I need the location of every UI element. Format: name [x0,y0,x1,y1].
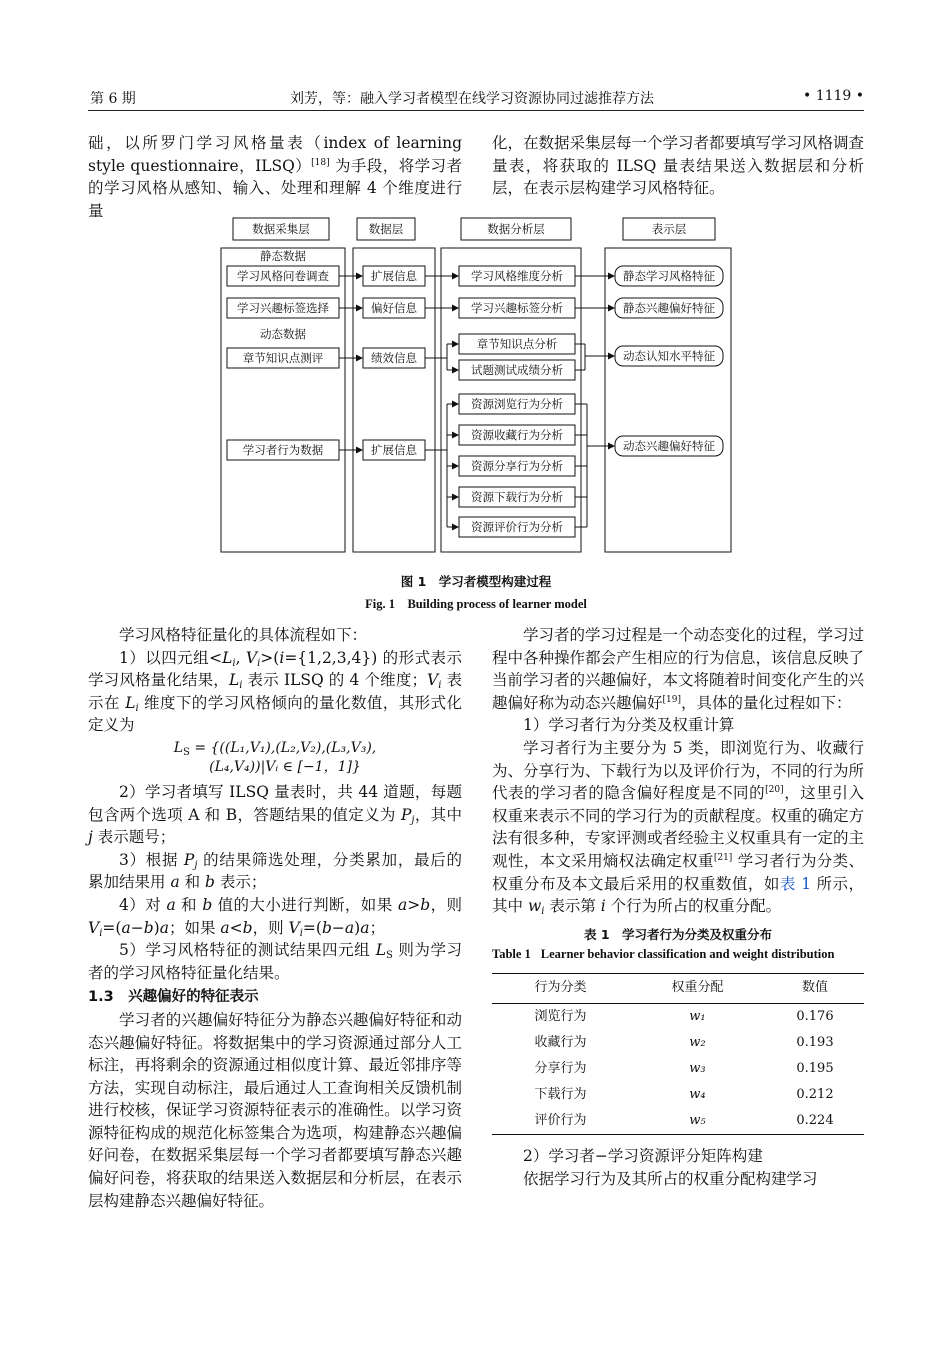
running-title: 刘芳，等：融入学习者模型在线学习资源协同过滤推荐方法 [290,91,654,107]
repr-item: 静态学习风格特征 [623,269,715,283]
analysis-item: 章节知识点分析 [476,337,558,351]
paragraph: 3）根据 $P_j$ 的结果筛选处理，分类累加，最后的累加结果用 a 和 b 表示； [88,850,462,892]
collect-item: 学习风格问卷调查 [237,269,329,283]
collect-item: 学习兴趣标签选择 [237,301,329,315]
table-row: 下载行为 w₄ 0.212 [534,1086,834,1102]
paragraph: 2）学习者填写 ILSQ 量表时，共 44 道题，每题包含两个选项 A 和 B，答题结果的值定义为 $P_j$，其中 j 表示题号； [88,782,462,847]
learner-model-diagram [219,212,739,557]
left-column [88,624,462,1212]
data-item: 偏好信息 [371,301,417,315]
figure-caption-en: Fig. 1 Building process of learner model [365,597,587,611]
page-number: • 1119 • [803,88,865,104]
group-dynamic-label: 动态数据 [260,327,306,341]
paragraph: 2）学习者−学习资源评分矩阵构建 [523,1146,763,1165]
data-layer-frame [353,248,435,552]
repr-item: 动态认知水平特征 [623,349,715,363]
top-right-paragraph: 化，在数据采集层每一个学习者都要填写学习风格调查量表，将获取的 ILSQ 量表结果送入数据层和分析层，在表示层构建学习风格特征。 [492,134,865,198]
paragraph: 学习者的兴趣偏好特征分为静态兴趣偏好特征和动态兴趣偏好特征。将数据集中的学习资源通过部分人工标注，再将剩余的资源通过相似度计算、最近邻排序等方法，实现自动标注，最后通过人工查询相关反馈机制进行校核，保证学习资源特征表示的准确性。以学习资源特征构成的规范化标签集合为选项，构建静态兴趣偏好问卷，在数据采集层每一个学习者都要填写静态兴趣偏好问卷，将获取的结果送入数据层和分析层，在表示层构建静态兴趣偏好特征。 [88,1010,462,1210]
paragraph: 依据学习行为及其所占的权重分配构建学习 [523,1169,818,1188]
collect-item: 学习者行为数据 [242,443,324,457]
analysis-item: 资源浏览行为分析 [471,397,563,411]
table-link[interactable]: 表 1 [779,874,812,893]
repr-item: 动态兴趣偏好特征 [623,439,715,453]
paragraph: 学习者行为主要分为 5 类，即浏览行为、收藏行为、分享行为、下载行为以及评价行为，不同的行为所代表的学习者的隐含偏好程度是不同的[20]，这里引入权重来表示不同的学习行为的贡献程度。权重的确定方法有很多种，专家评测或者经验主义权重具有一定的主观性，本文采用熵权法确定权重[21] 学习者行为分类、权重分布及本文最后采用的权重数值，如表 1 所示，其中 $w_i$ 表示第 i 个行为所占的权重分配。 [492,738,865,918]
table-caption-en: Table 1 Learner behavior classification and weight distribution [492,947,835,962]
table-header: 数值 [766,974,864,1004]
analysis-item: 资源下载行为分析 [471,490,563,504]
paragraph: 5）学习风格特征的测试结果四元组 $L_S$ 则为学习者的学习风格特征量化结果。 [88,941,462,982]
column-header-analysis: 数据分析层 [487,222,545,236]
behavior-weight-table [492,973,864,1135]
issue-label: 第 6 期 [90,91,136,107]
collect-layer-frame [221,248,345,552]
table-row: 浏览行为 w₁ 0.176 [534,1008,834,1024]
repr-item: 静态兴趣偏好特征 [623,301,715,315]
data-item: 扩展信息 [371,269,417,283]
table-row: 评价行为 w₅ 0.224 [492,1108,864,1135]
data-item: 扩展信息 [371,443,417,457]
right-column [492,624,864,1190]
analysis-item: 试题测试成绩分析 [471,363,563,377]
analysis-item: 学习兴趣标签分析 [471,301,563,315]
paragraph: 学习者的学习过程是一个动态变化的过程，学习过程中各种操作都会产生相应的行为信息，该信息反映了当前学习者的兴趣偏好，本文将随着时间变化产生的兴趣偏好称为动态兴趣偏好[19]，具体的量化过程如下： [492,626,865,712]
table-header: 行为分类 [492,974,629,1004]
column-header-collect: 数据采集层 [252,222,310,236]
column-header-repr: 表示层 [651,222,687,236]
table-row: 收藏行为 w₂ 0.193 [534,1034,834,1050]
table-caption-cn: 表 1 学习者行为分类及权重分布 [583,926,773,942]
group-static-label: 静态数据 [260,249,306,263]
analysis-item: 资源收藏行为分析 [471,428,563,442]
figure-caption-cn: 图 1 学习者模型构建过程 [400,574,552,589]
data-item: 绩效信息 [371,351,417,365]
table-row: 分享行为 w₃ 0.195 [534,1060,834,1076]
analysis-item: 资源分享行为分析 [471,459,563,473]
paragraph: 1）以四元组$<L_i$, $V_i>(i=\{1,2,3,4\})$ 的形式表示学习风格量化结果，$L_i$ 表示 ILSQ 的 4 个维度；$V_i$ 表示在 $L_i$ 维度下的学习风格倾向的量化数值，其形式化定义为 [88,648,462,735]
paragraph: 4）对 a 和 b 值的大小进行判断，如果 a>b，则 $V_i=(a-b)a$；如果 a<b，则 $V_i=(b-a)a$； [88,895,462,939]
top-left-paragraph: 础，以所罗门学习风格量表（index of learning style questionnaire，ILSQ）[18] 为手段，将学习者的学习风格从感知、输入、处理和理解 4 个维度进行量 [88,134,462,220]
paragraph: 1）学习者行为分类及权重计算 [523,716,735,735]
header-rule [88,110,864,111]
analysis-item: 资源评价行为分析 [471,520,563,534]
column-header-data: 数据层 [368,222,404,236]
paragraph: 学习风格特征量化的具体流程如下： [119,626,368,644]
repr-layer-frame [605,248,731,552]
section-heading: 1.3 兴趣偏好的特征表示 [88,989,259,1006]
formula: $L_S = \{((L_1,V_1),(L_2,V_2),(L_3,V_3)$, (L₄,V₄))|Vᵢ ∈ [−1，1]} [173,739,377,775]
analysis-item: 学习风格维度分析 [471,269,563,283]
table-header: 权重分配 [629,974,766,1004]
collect-item: 章节知识点测评 [242,351,324,365]
